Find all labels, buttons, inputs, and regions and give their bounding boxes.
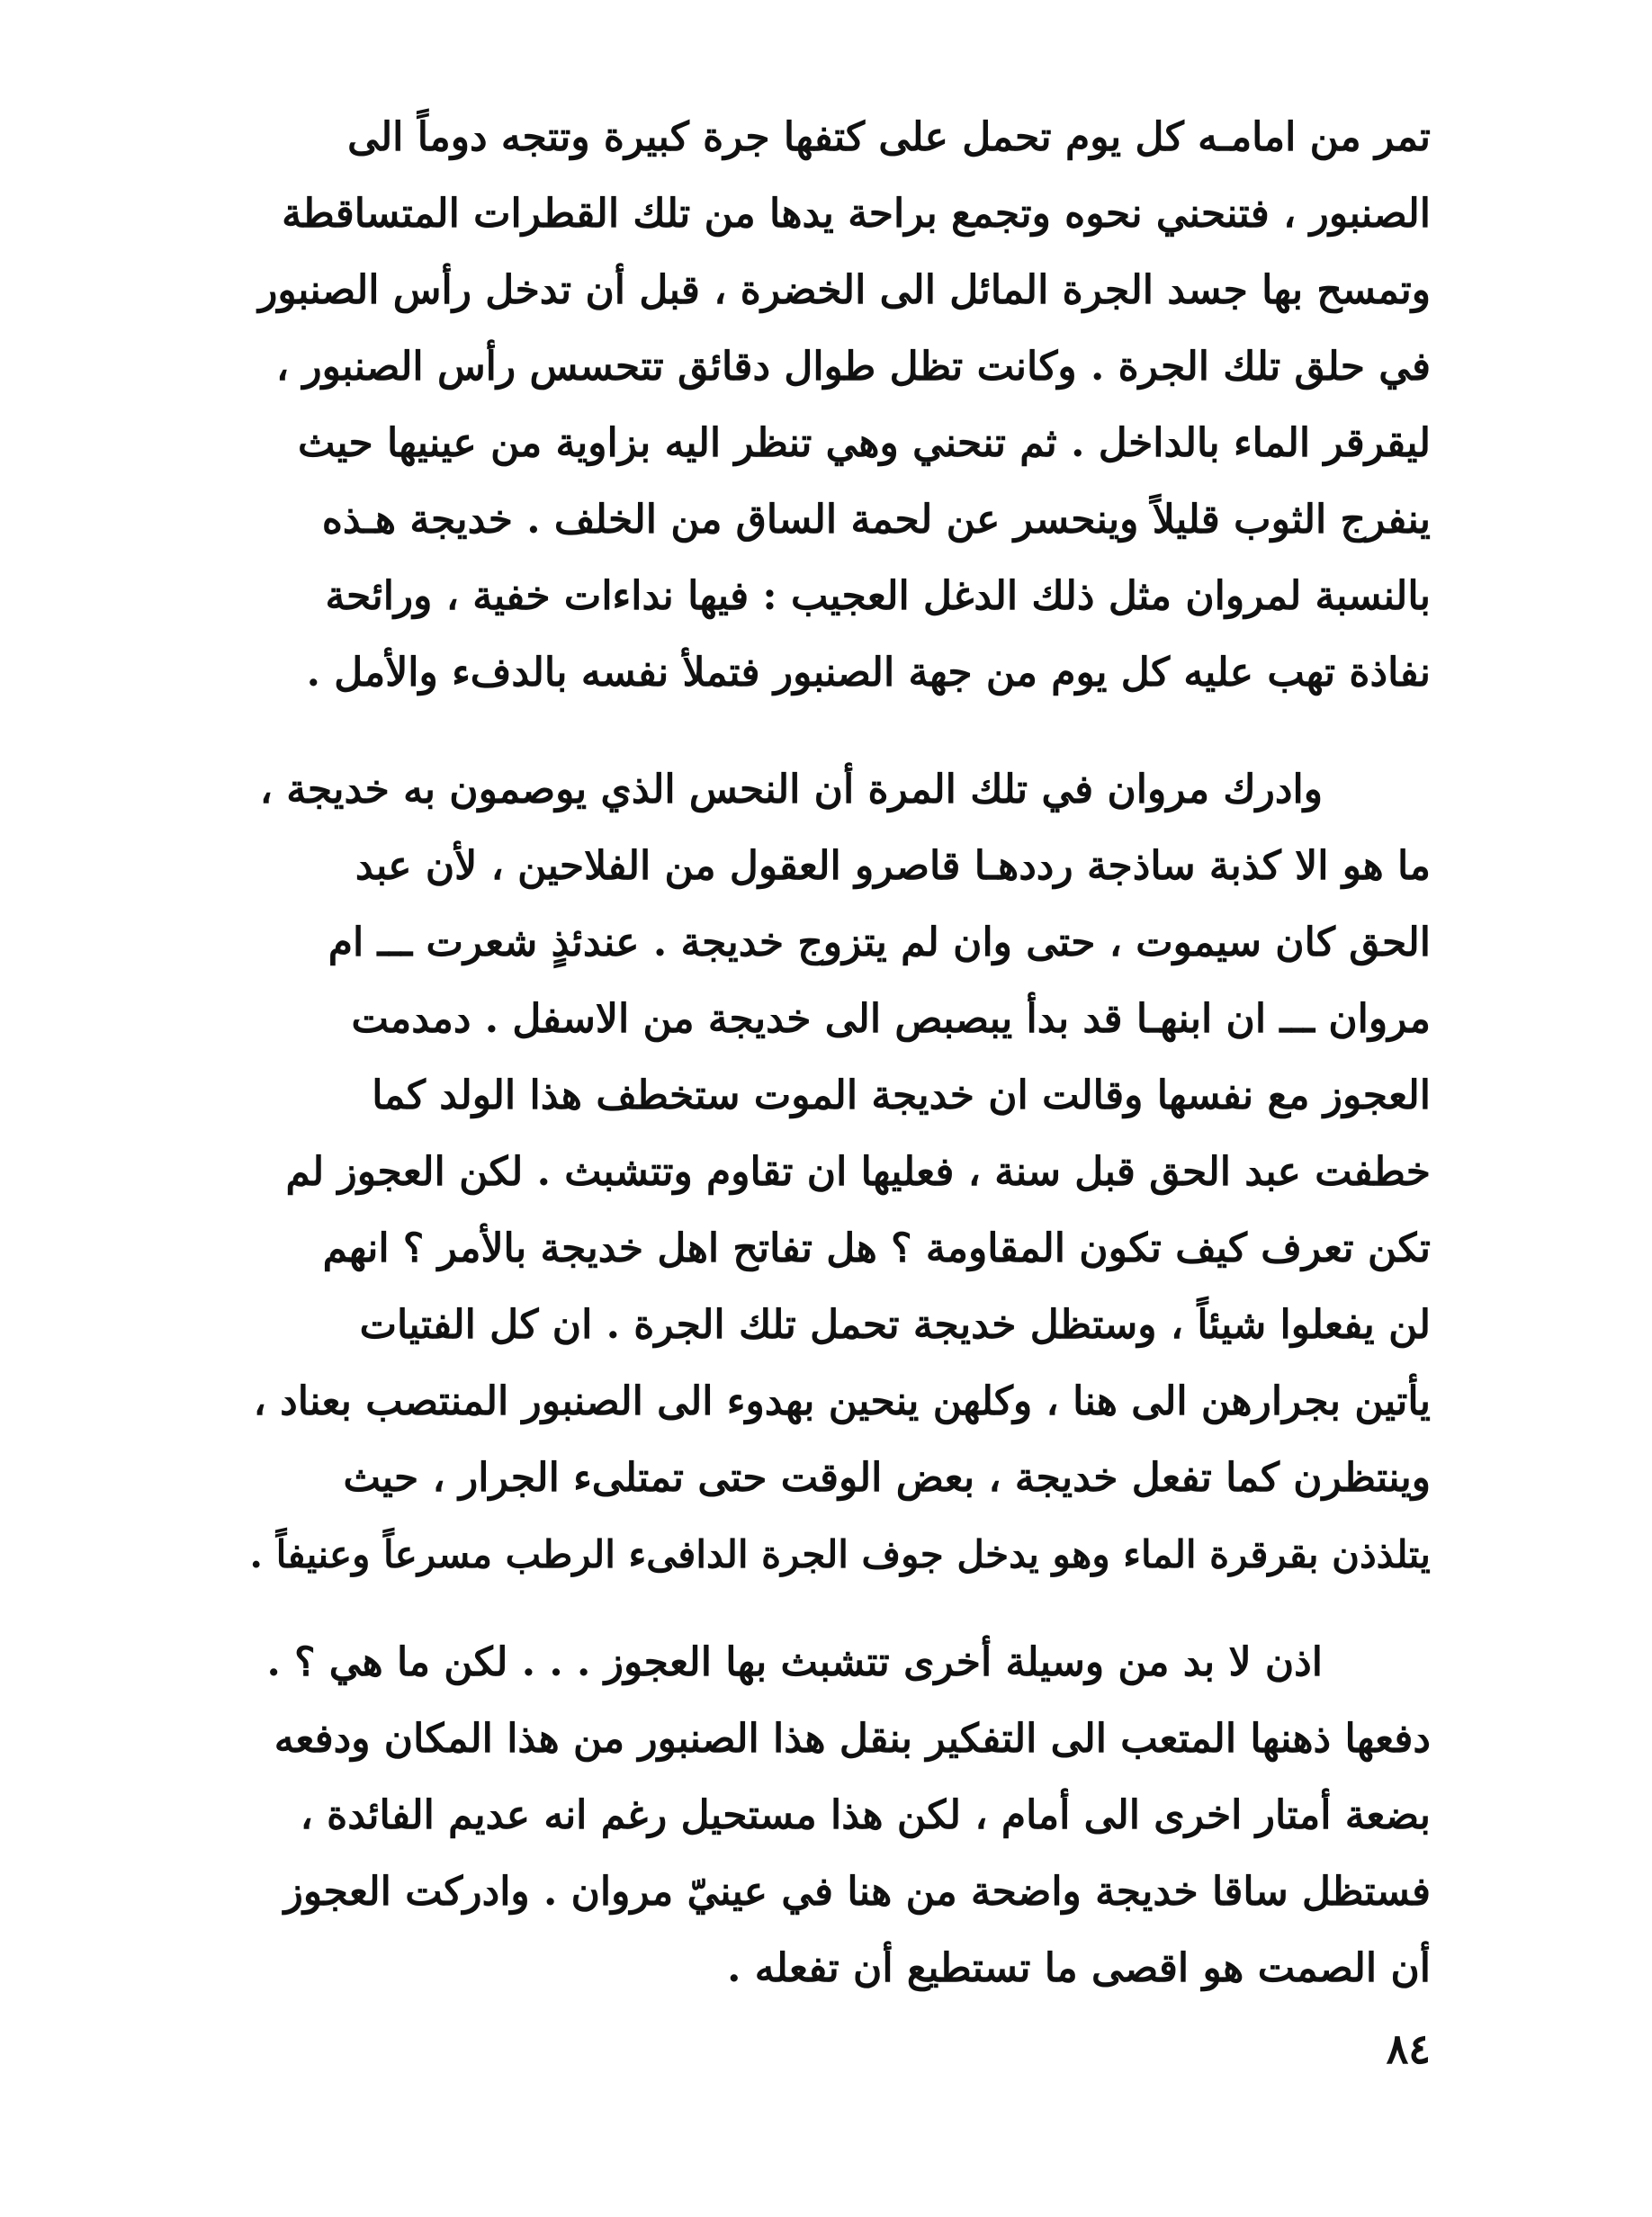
text-line: لن يفعلوا شيئاً ، وستظل خديجة تحمل تلك الجرة . ان كل الفتيات [359,1302,1431,1348]
page-number: ٨٤ [1386,2024,1431,2073]
paragraph-2 [225,751,1431,1593]
text-line: العجوز مع نفسها وقالت ان خديجة الموت ستخطف هذا الولد كما [372,1073,1431,1118]
text-line: وتمسح بها جسد الجرة المائل الى الخضرة ، قبل أن تدخل رأس الصنبور [258,267,1431,313]
text-line: دفعها ذهنها المتعب الى التفكير بنقل هذا الصنبور من هذا المكان ودفعه [274,1716,1431,1762]
text-line: بضعة أمتار اخرى الى أمام ، لكن هذا مستحيل رغم انه عديم الفائدة ، [300,1792,1431,1838]
text-line: خطفت عبد الحق قبل سنة ، فعليها ان تقاوم وتتشبث . لكن العجوز لم [285,1149,1431,1195]
text-line: ينفرج الثوب قليلاً وينحسر عن لحمة الساق من الخلف . خديجة هـذه [321,497,1431,543]
paragraph-3 [225,1624,1431,2006]
text-line: يتلذذن بقرقرة الماء وهو يدخل جوف الجرة الدافىء الرطب مسرعاً وعنيفاً . [249,1532,1431,1576]
text-line: فستظل ساقا خديجة واضحة من هنا في عينيّ مروان . وادركت العجوز [283,1869,1431,1915]
text-line: الحق كان سيموت ، حتى وان لم يتزوج خديجة . عندئذٍ شعرت ـــ ام [328,920,1431,965]
text-line: وادرك مروان في تلك المرة أن النحس الذي يوصمون به خديجة ، [259,767,1323,812]
text-line: يأتين بجرارهن الى هنا ، وكلهن ينحين بهدوء الى الصنبور المنتصب بعناد ، [253,1378,1431,1424]
text-line: بالنسبة لمروان مثل ذلك الدغل العجيب : فيها نداءات خفية ، ورائحة [325,573,1431,619]
text-line: اذن لا بد من وسيلة أخرى تتشبث بها العجوز . . . لكن ما هي ؟ . [266,1639,1323,1685]
text-line: أن الصمت هو اقصى ما تستطيع أن تفعله . [727,1945,1431,1991]
text-line: في حلق تلك الجرة . وكانت تظل طوال دقائق تتحسس رأس الصنبور ، [275,344,1431,390]
paragraph-1 [225,99,1431,711]
text-line: وينتظرن كما تفعل خديجة ، بعض الوقت حتى تمتلىء الجرار ، حيث [343,1455,1431,1501]
text-line: نفاذة تهب عليه كل يوم من جهة الصنبور فتملأ نفسه بالدفء والأمل . [306,650,1431,696]
text-line: تكن تعرف كيف تكون المقاومة ؟ هل تفاتح اهل خديجة بالأمر ؟ انهم [322,1225,1431,1271]
text-line: مروان ـــ ان ابنهـا قد بدأ يبصبص الى خديجة من الاسفل . دمدمت [351,996,1431,1042]
text-line: تمر من امامـه كل يوم تحمل على كتفها جرة كبيرة وتتجه دوماً الى [347,114,1431,160]
text-line: ليقرقر الماء بالداخل . ثم تنحني وهي تنظر اليه بزاوية من عينيها حيث [297,420,1431,466]
text-line: ما هو الا كذبة ساذجة رددهـا قاصرو العقول من الفلاحين ، لأن عبد [355,843,1431,889]
text-line: الصنبور ، فتنحني نحوه وتجمع براحة يدها من تلك القطرات المتساقطة [282,191,1431,237]
